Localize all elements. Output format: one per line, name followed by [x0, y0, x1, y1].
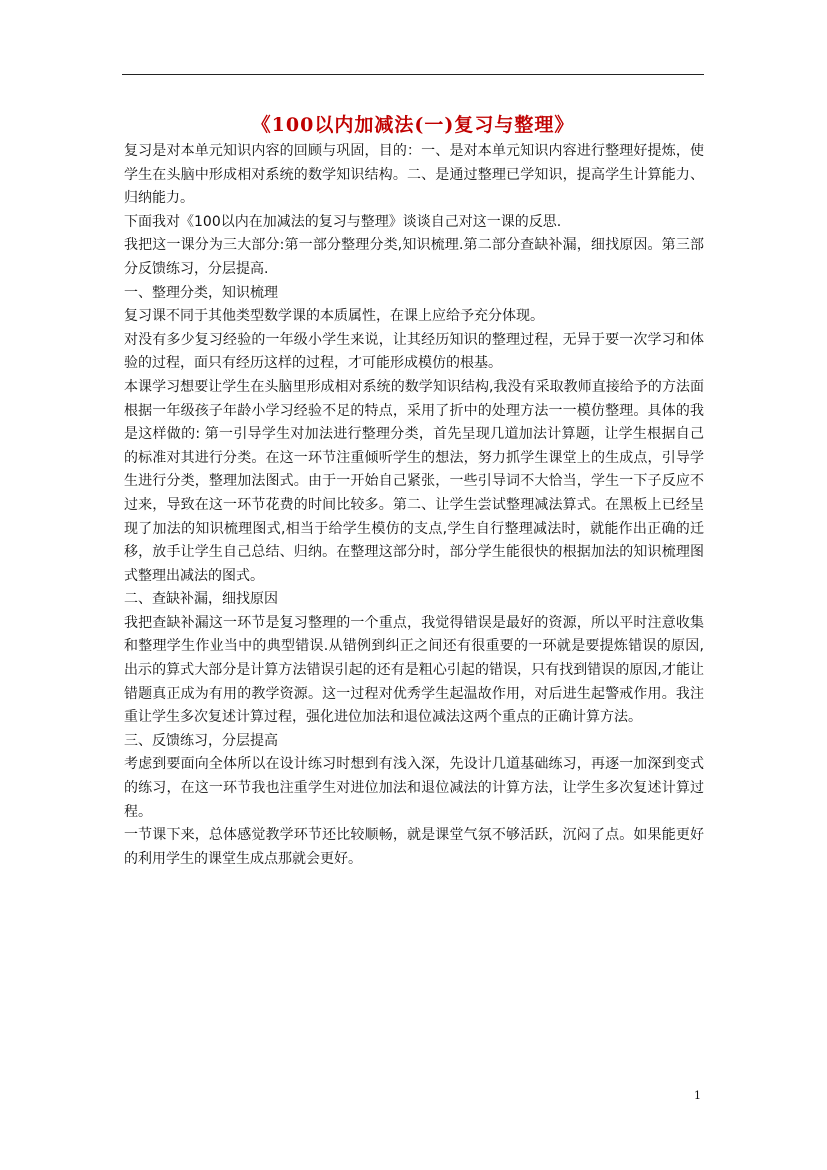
paragraph-intro: 复习是对本单元知识内容的回顾与巩固，目的：一、是对本单元知识内容进行整理好提炼，使学生在头脑中形成相对系统的数学知识结构。二、是通过整理已学知识，提高学生计算能力、归纳能力。	[124, 143, 704, 207]
paragraph-reflection-lead: 下面我对《100以内在加减法的复习与整理》谈谈自己对这一课的反思.	[124, 213, 562, 230]
section-heading-1: 一、整理分类，知识梳理	[124, 284, 278, 301]
document-body	[124, 140, 704, 871]
document-title: 《100以内加减法(一)复习与整理》	[251, 114, 575, 136]
section-heading-3: 三、反馈练习，分层提高	[124, 732, 278, 749]
paragraph-three-parts: 我把这一课分为三大部分:第一部分整理分类,知识梳理.第二部分查缺补漏，细找原因。第三部分反馈练习，分层提高.	[124, 237, 704, 277]
paragraph-error-analysis: 我把查缺补漏这一环节是复习整理的一个重点，我觉得错误是最好的资源，所以平时注意收集和整理学生作业当中的典型错误.从错例到纠正之间还有很重要的一环就是要提炼错误的原因,出示的算式大部分是计算方法错误引起的还有是粗心引起的错误，只有找到错误的原因,才能让错题真正成为有用的教学资源。这一过程对优秀学生起温故作用，对后进生起警戒作用。我注重让学生多次复述计算过程，强化进位加法和退位减法这两个重点的正确计算方法。	[124, 614, 704, 726]
paragraph-practice: 考虑到要面向全体所以在设计练习时想到有浅入深，先设计几道基础练习，再逐一加深到变式的练习，在这一环节我也注重学生对进位加法和退位减法的计算方法，让学生多次复述计算过程。	[124, 756, 704, 820]
page-number: 1	[694, 1089, 701, 1102]
section-heading-2: 二、查缺补漏，细找原因	[124, 591, 278, 608]
paragraph-review-nature: 复习课不同于其他类型数学课的本质属性，在课上应给予充分体现。	[124, 308, 544, 325]
paragraph-first-grade: 对没有多少复习经验的一年级小学生来说，让其经历知识的整理过程，无异于要一次学习和体验的过程，面只有经历这样的过程，才可能形成模仿的根基。	[124, 331, 704, 372]
paragraph-method: 本课学习想要让学生在头脑里形成相对系统的数学知识结构,我没有采取教师直接给予的方法面根据一年级孩子年龄小学习经验不足的特点，采用了折中的处理方法一一模仿整理。具体的我是这样做的: 第一引导学生对加法进行整理分类，首先呈现几道加法计算题，让学生根据自己的标准对其进行分类。在这一环节注重倾听学生的想法，努力抓学生课堂上的生成点，引导学生进行分类，整理加法图式。由于一开始自己紧张，一些引导词不大恰当，学生一下子反应不过来，导致在这一环节花费的时间比较多。第二、让学生尝试整理减法算式。在黑板上已经呈现了加法的知识梳理图式,相当于给学生模仿的支点,学生自行整理减法时，就能作出正确的迁移，放手让学生自己总结、归纳。在整理这部分时，部分学生能很快的根据加法的知识梳理图式整理出减法的图式。	[124, 378, 704, 584]
header-rule	[122, 74, 704, 75]
paragraph-conclusion: 一节课下来，总体感觉教学环节还比较顺畅，就是课堂气氛不够活跃，沉闷了点。如果能更好的利用学生的课堂生成点那就会更好。	[124, 827, 704, 867]
